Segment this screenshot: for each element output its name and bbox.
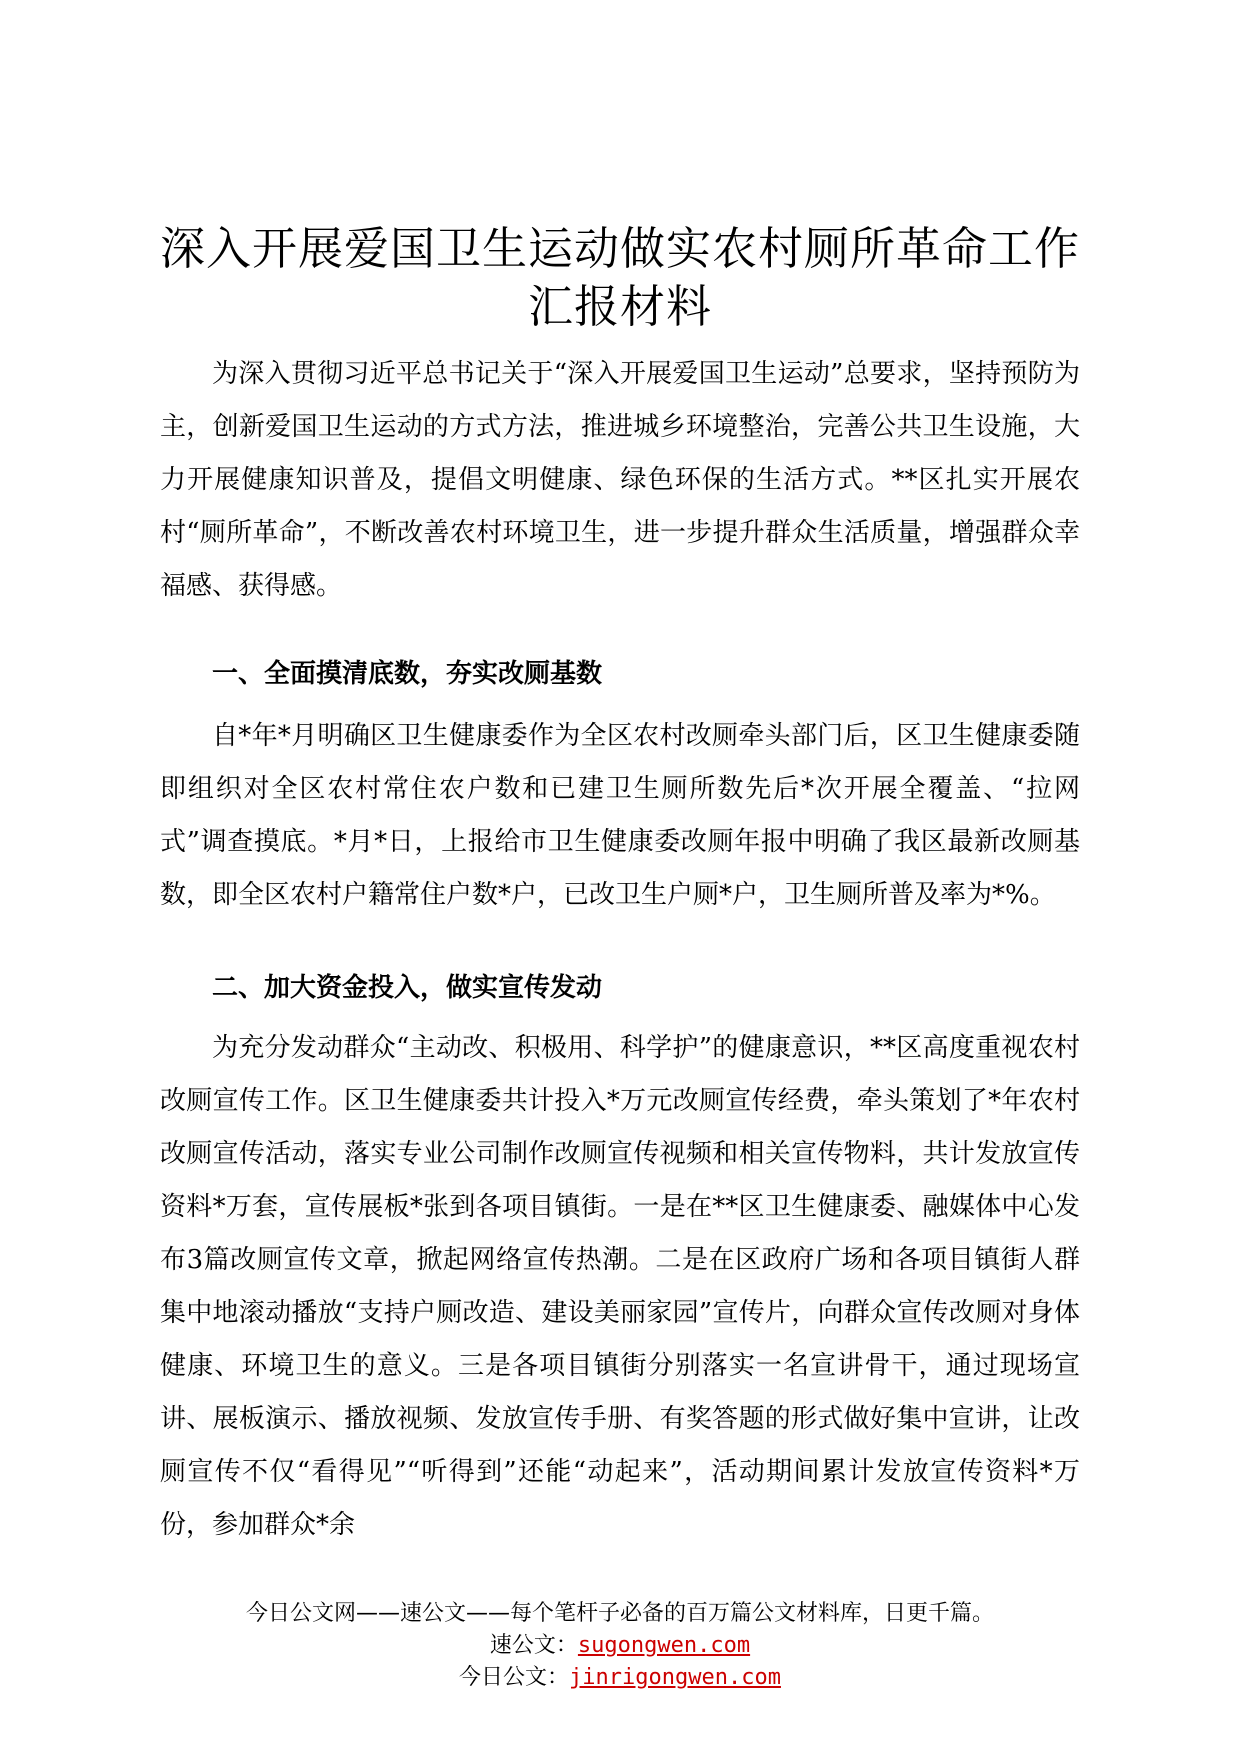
- footer-site-1-label: 速公文：: [489, 1633, 578, 1658]
- document-title-line-1: 深入开展爱国卫生运动做实农村厕所革命工作: [159, 222, 1080, 275]
- section-2-paragraph: 为充分发动群众“主动改、积极用、科学护”的健康意识，**区高度重视农村改厕宣传工作。区卫生健康委共计投入*万元改厕宣传经费，牵头策划了*年农村改厕宣传活动，落实专业公司制作改厕宣传视频和相关宣传物料，共计发放宣传资料*万套，宣传展板*张到各项目镇街。一是在**区卫生健康委、融媒体中心发布3篇改厕宣传文章，掀起网络宣传热潮。二是在区政府广场和各项目镇街人群集中地滚动播放“支持户厕改造、建设美丽家园”宣传片，向群众宣传改厕对身体健康、环境卫生的意义。三是各项目镇街分别落实一名宣讲骨干，通过现场宣讲、展板演示、播放视频、发放宣传手册、有奖答题的形式做好集中宣讲，让改厕宣传不仅“看得见”“听得到”还能“动起来”，活动期间累计发放宣传资料*万份，参加群众*余: [160, 1033, 1080, 1540]
- footer-site-2-link[interactable]: jinrigongwen.com: [569, 1665, 781, 1690]
- footer-site-2-label: 今日公文：: [459, 1665, 570, 1690]
- footer-site-1: [0, 1630, 1240, 1662]
- intro-paragraph: 为深入贯彻习近平总书记关于“深入开展爱国卫生运动”总要求，坚持预防为主，创新爱国卫生运动的方式方法，推进城乡环境整治，完善公共卫生设施，大力开展健康知识普及，提倡文明健康、绿色环保的生活方式。**区扎实开展农村“厕所革命”，不断改善农村环境卫生，进一步提升群众生活质量，增强群众幸福感、获得感。: [160, 359, 1080, 601]
- section-1-heading: 一、全面摸清底数，夯实改厕基数: [212, 659, 603, 689]
- footer-site-1-link[interactable]: sugongwen.com: [577, 1633, 751, 1658]
- section-2-heading: 二、加大资金投入，做实宣传发动: [212, 973, 603, 1003]
- footer-slogan: 今日公文网——速公文——每个笔杆子必备的百万篇公文材料库，日更千篇。: [245, 1601, 994, 1626]
- document-title-line-2: 汇报材料: [527, 280, 712, 333]
- footer-site-2: [0, 1662, 1240, 1694]
- section-1-paragraph: 自*年*月明确区卫生健康委作为全区农村改厕牵头部门后，区卫生健康委随即组织对全区农村常住农户数和已建卫生厕所数先后*次开展全覆盖、“拉网式”调查摸底。*月*日，上报给市卫生健康委改厕年报中明确了我区最新改厕基数，即全区农村户籍常住户数*户，已改卫生户厕*户，卫生厕所普及率为*%。: [160, 721, 1080, 910]
